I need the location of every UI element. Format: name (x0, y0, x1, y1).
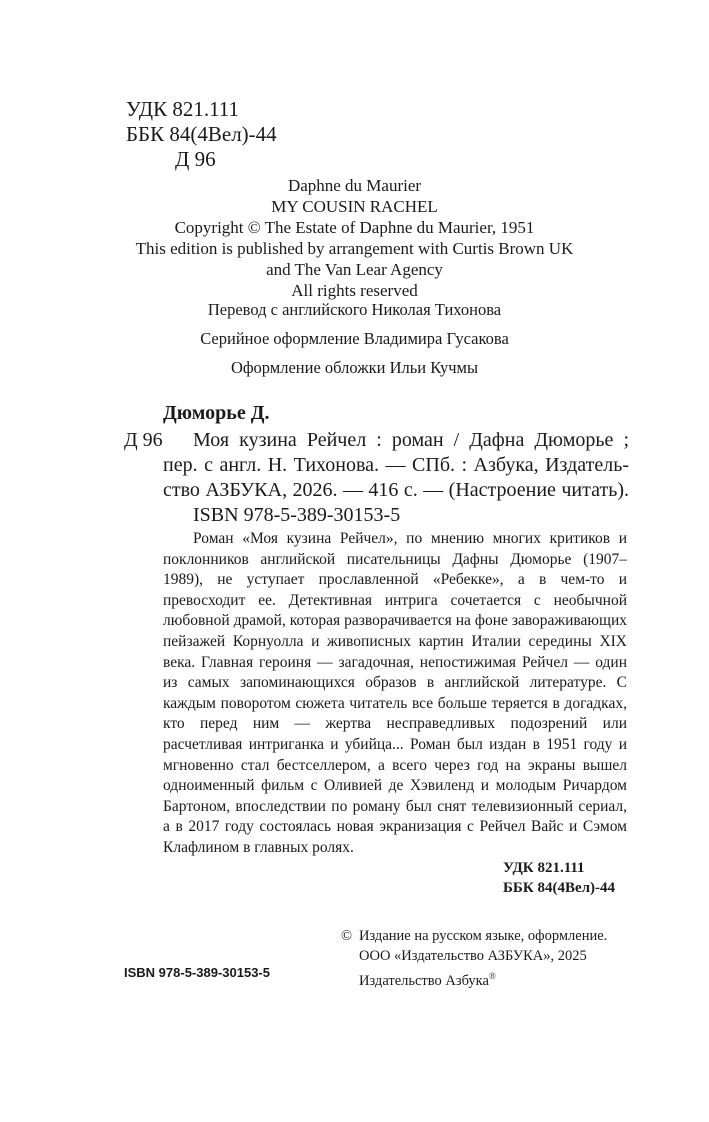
copyright-symbol: © (341, 928, 353, 944)
catalog-heading: Дюморье Д. (163, 402, 270, 424)
imprint-line-3: Издательство Азбука (359, 973, 489, 989)
catalog-mark: Д 96 (124, 429, 163, 451)
cover-design-credit: Оформление обложки Ильи Кучмы (230, 358, 479, 377)
udk-code: УДК 821.111 (126, 97, 240, 121)
catalog-line-3: ство АЗБУКА, 2026. — 416 с. — (Настроение читать). (163, 479, 629, 501)
catalog-isbn: ISBN 978-5-389-30153-5 (193, 504, 401, 526)
footer-isbn: ISBN 978-5-389-30153-5 (124, 965, 270, 980)
annotation (163, 529, 627, 859)
registered-mark: ® (488, 971, 496, 981)
annotation-text: Роман «Моя кузина Рейчел», по мнению многих критиков и поклонников английской писательницы Дафны Дюморье (1907–1989), не уступает прославленной «Ребекке», а в чем-то и превосходит ее. Детективная интрига сочетается с необычной любовной драмой, которая разворачивается на фоне завораживающих пейзажей Корнуолла и живописных картин Италии середины XIX века. Главная героиня — загадочная, непостижимая Рейчел — один из самых запоминающихся образов в английской литературе. С каждым поворотом сюжета читатель все больше теряется в догадках, кто перед ним — жертва несправедливых подозрений или расчетливая интриганка и убийца... Роман был издан в 1951 году и мгновенно стал бестселлером, а всего через год на экраны вышел одноименный фильм с Оливией де Хэвиленд и молодым Ричардом Бартоном, впоследствии по роману был снят телевизионный сериал, а в 2017 году состоялась новая экранизация с Рейчел Вайс и Сэмом Клафлином в главных ролях. (163, 530, 627, 856)
catalog-line-1: Моя кузина Рейчел : роман / Дафна Дюморье ; (193, 429, 629, 451)
catalog-line-2: пер. с англ. Н. Тихонова. — СПб. : Азбука, Издатель- (163, 454, 629, 476)
rights-line: All rights reserved (291, 281, 418, 300)
series-design-credit: Серийное оформление Владимира Гусакова (200, 329, 509, 348)
imprint-line-2: ООО «Издательство АЗБУКА», 2025 (359, 948, 587, 964)
bbk-code: ББК 84(4Вел)-44 (126, 122, 277, 146)
author-mark: Д 96 (175, 147, 216, 171)
catalog-udk: УДК 821.111 (503, 860, 585, 876)
imprint-line-1: Издание на русском языке, оформление. (359, 928, 608, 944)
edition-line-1: This edition is published by arrangement with Curtis Brown UK (135, 239, 574, 258)
catalog-bbk: ББК 84(4Вел)-44 (503, 880, 616, 896)
translation-credit: Перевод с английского Николая Тихонова (207, 300, 502, 319)
imprint-line-3-wrap (359, 966, 496, 991)
edition-line-2: and The Van Lear Agency (266, 260, 443, 279)
original-title: MY COUSIN RACHEL (271, 197, 438, 216)
original-author: Daphne du Maurier (287, 176, 422, 195)
copyright-line: Copyright © The Estate of Daphne du Maurier, 1951 (174, 218, 535, 237)
original-edition-block (0, 175, 709, 301)
